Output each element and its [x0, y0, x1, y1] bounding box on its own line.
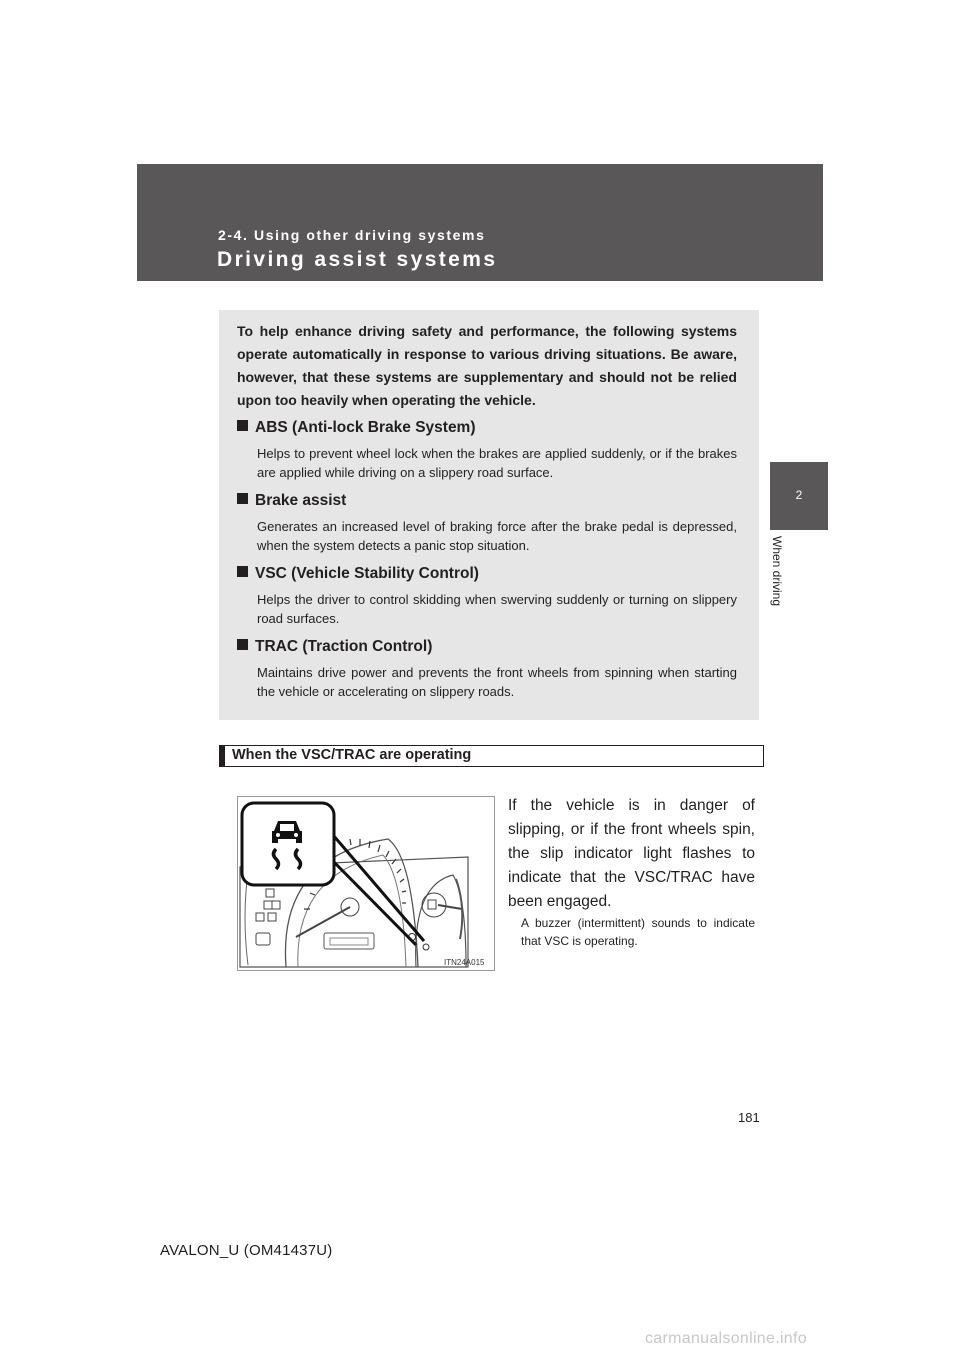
- feature-trac: [237, 637, 737, 701]
- watermark: carmanualsonline.info: [645, 1330, 807, 1347]
- feature-title: [237, 491, 737, 511]
- square-bullet-icon: [237, 639, 248, 650]
- page-title: Driving assist systems: [217, 248, 498, 271]
- section-body: If the vehicle is in danger of slipping, or if the front wheels spin, the slip indicator light flashes to indicate that the VSC/TRAC have been engaged.: [508, 797, 755, 910]
- feature-abs: [237, 418, 737, 482]
- feature-description: Generates an increased level of braking force after the brake pedal is depressed, when the system detects a panic stop situation.: [257, 519, 737, 553]
- chapter-tab: [770, 462, 828, 530]
- intro-text: To help enhance driving safety and performance, the following systems operate automatically in response to various driving situations. Be aware, however, that these systems are supplementary and should not be relied upon too heavily when operating the vehicle.: [237, 323, 737, 408]
- feature-title-text: VSC (Vehicle Stability Control): [255, 565, 479, 582]
- chapter-header-bar: [137, 164, 823, 281]
- chapter-label-container: [770, 536, 798, 626]
- feature-vsc: [237, 564, 737, 628]
- feature-description: Helps the driver to control skidding when swerving suddenly or turning on slippery road surfaces.: [257, 592, 737, 626]
- chapter-label: When driving: [770, 536, 784, 607]
- feature-title: [237, 564, 737, 584]
- feature-title-text: Brake assist: [255, 492, 347, 509]
- section-label: 2-4. Using other driving systems: [218, 227, 486, 243]
- square-bullet-icon: [237, 493, 248, 504]
- square-bullet-icon: [237, 420, 248, 431]
- feature-description: Helps to prevent wheel lock when the brakes are applied suddenly, or if the brakes are applied while driving on a slippery road surface.: [257, 446, 737, 480]
- model-code: AVALON_U (OM41437U): [160, 1242, 333, 1259]
- intro-box: [219, 310, 759, 720]
- section-note: A buzzer (intermittent) sounds to indicate that VSC is operating.: [521, 916, 755, 948]
- section-heading-text: When the VSC/TRAC are operating: [232, 747, 472, 763]
- chapter-number: 2: [795, 488, 803, 502]
- section-heading: [219, 745, 764, 767]
- feature-title-text: TRAC (Traction Control): [255, 638, 433, 655]
- feature-description: Maintains drive power and prevents the front wheels from spinning when starting the vehicle or accelerating on slippery roads.: [257, 665, 737, 699]
- feature-title: [237, 418, 737, 438]
- figure-code: ITN24A015: [444, 958, 485, 967]
- feature-title-text: ABS (Anti-lock Brake System): [255, 419, 476, 436]
- feature-brake-assist: [237, 491, 737, 555]
- square-bullet-icon: [237, 566, 248, 577]
- instrument-cluster-illustration: [237, 796, 495, 971]
- page-number: 181: [738, 1110, 760, 1125]
- feature-title: [237, 637, 737, 657]
- instrument-cluster-drawing: [238, 797, 494, 970]
